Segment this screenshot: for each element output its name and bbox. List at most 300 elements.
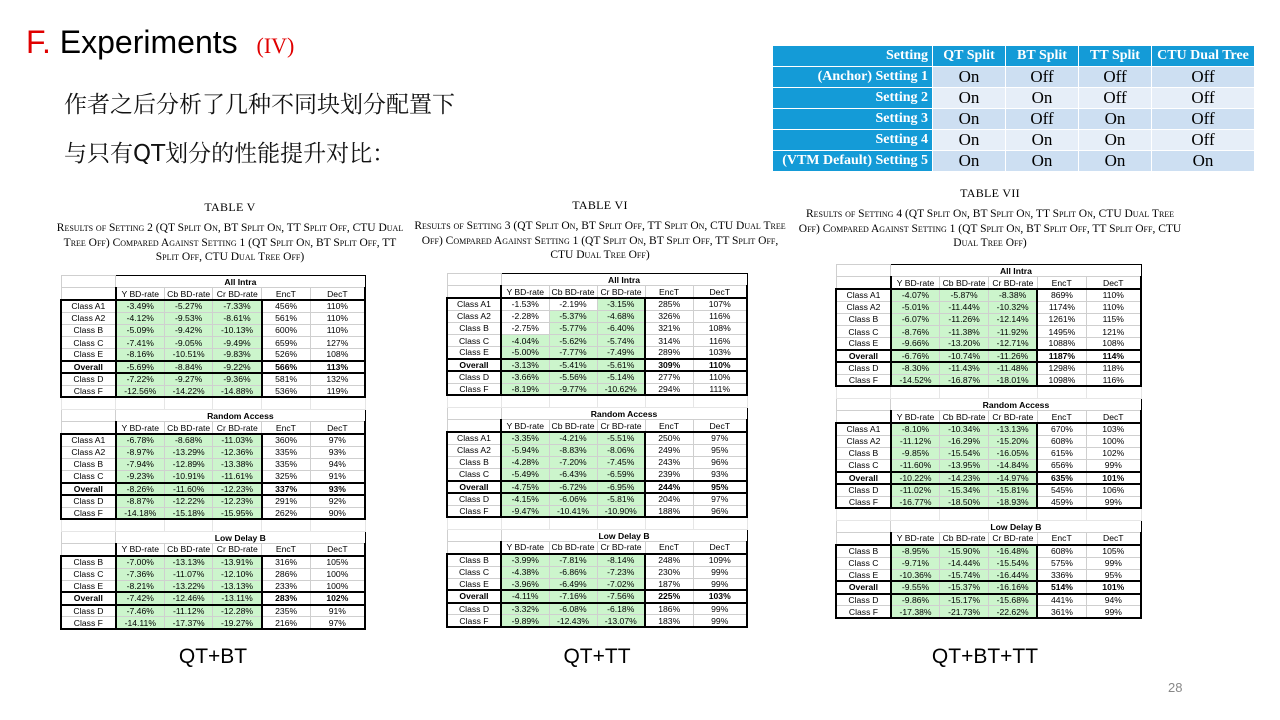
table-row — [836, 594, 1141, 606]
table-cell: -18.93% — [988, 496, 1037, 508]
table-row — [61, 385, 365, 397]
table-cell: 335% — [262, 446, 311, 458]
column-header: Cb BD-rate — [164, 288, 213, 300]
column-header-row — [61, 288, 365, 300]
table-cell: -14.84% — [988, 460, 1037, 472]
setting-value: On — [1079, 151, 1152, 172]
table-cell: 95% — [1086, 569, 1141, 581]
setting-value: On — [1006, 88, 1079, 109]
table-cell: 183% — [645, 615, 693, 627]
table-row — [836, 374, 1141, 386]
table-row — [836, 423, 1141, 435]
table-cell: -9.42% — [164, 324, 213, 336]
row-label: Class F — [836, 496, 891, 508]
table-cell: -11.26% — [988, 350, 1037, 362]
table-cell: 314% — [645, 334, 693, 346]
table-cell: 545% — [1037, 484, 1086, 496]
table-cell: -11.48% — [988, 362, 1037, 374]
table-cell: -5.77% — [549, 322, 597, 334]
table-cell: -5.37% — [549, 310, 597, 322]
table-row — [447, 590, 747, 602]
table-row — [447, 359, 747, 371]
settings-header-cell: TT Split — [1079, 46, 1152, 67]
section-header-row — [836, 265, 1141, 277]
row-label: Class A1 — [61, 434, 116, 446]
table-caption — [55, 200, 405, 265]
table-cell: -13.38% — [213, 458, 262, 470]
table-cell: -7.00% — [116, 556, 165, 568]
table-cell: 608% — [1037, 435, 1086, 447]
setting-value: Off — [1079, 88, 1152, 109]
table-cell: 188% — [645, 505, 693, 517]
table-cell: 1495% — [1037, 325, 1086, 337]
table-caption-text: Results of Setting 3 (QT Split On, BT Split Off, TT Split On, CTU Dual Tree Off) Compared Against Setting 1 (QT Split On, BT Split Off, TT Split Off, CTU Dual Tree Off) — [414, 220, 786, 261]
table-cell: 325% — [262, 471, 311, 483]
table-cell: 360% — [262, 434, 311, 446]
table-row — [447, 469, 747, 481]
table-cell: -6.08% — [549, 603, 597, 615]
table-cell: 361% — [1037, 606, 1086, 618]
table-cell: 96% — [693, 456, 747, 468]
table-cell: 239% — [645, 469, 693, 481]
table-cell: -15.18% — [164, 507, 213, 519]
table-cell: -11.12% — [164, 605, 213, 617]
table-cell: 250% — [645, 432, 693, 444]
table-cell: -5.81% — [597, 493, 645, 505]
table-cell: -19.27% — [213, 617, 262, 629]
table-cell: -17.38% — [891, 606, 940, 618]
column-header: EncT — [262, 544, 311, 556]
row-label: Class C — [447, 566, 501, 578]
spacer-row — [447, 395, 747, 407]
table-cell: -14.52% — [891, 374, 940, 386]
table-cell: -3.35% — [501, 432, 549, 444]
setting-label: Setting 4 — [773, 130, 933, 151]
row-label: Class C — [61, 336, 116, 348]
section-header-row — [61, 276, 365, 288]
table-cell: -8.68% — [164, 434, 213, 446]
table-cell: -8.26% — [116, 483, 165, 495]
setting-value: Off — [1152, 88, 1255, 109]
table-cell: -9.71% — [891, 557, 940, 569]
table-cell: -5.09% — [116, 324, 165, 336]
spacer-row — [836, 386, 1141, 398]
table-cell: -12.14% — [988, 313, 1037, 325]
table-cell: 283% — [262, 592, 311, 604]
table-cell: 335% — [262, 458, 311, 470]
row-label: Class D — [61, 495, 116, 507]
table-cell: 225% — [645, 590, 693, 602]
table-cell: 1174% — [1037, 301, 1086, 313]
table-cell: -5.74% — [597, 334, 645, 346]
section-title: All Intra — [891, 265, 1141, 277]
table-row — [61, 300, 365, 312]
row-label: Class B — [447, 322, 501, 334]
table-cell: -5.56% — [549, 371, 597, 383]
table-cell: -16.48% — [988, 545, 1037, 557]
table-cell: -9.89% — [501, 615, 549, 627]
table-cell: 1088% — [1037, 338, 1086, 350]
table-cell: 99% — [1086, 460, 1141, 472]
column-header: Y BD-rate — [501, 420, 549, 432]
table-cell: 116% — [693, 334, 747, 346]
table-row — [447, 371, 747, 383]
table-row — [447, 322, 747, 334]
table-cell: -16.87% — [940, 374, 989, 386]
row-label: Class A1 — [836, 289, 891, 301]
row-label: Class D — [836, 484, 891, 496]
table-cell: -13.13% — [213, 580, 262, 592]
table-cell: -7.56% — [597, 590, 645, 602]
table-cell: 441% — [1037, 594, 1086, 606]
table-cell: -5.69% — [116, 361, 165, 373]
column-header-row — [447, 542, 747, 554]
row-label: Class C — [447, 469, 501, 481]
table-cell: -11.07% — [164, 568, 213, 580]
row-label: Class E — [61, 349, 116, 361]
table-cell: -11.03% — [213, 434, 262, 446]
table-row — [836, 472, 1141, 484]
table-cell: -7.33% — [213, 300, 262, 312]
table-row — [61, 580, 365, 592]
table-cell: 90% — [310, 507, 365, 519]
table-row — [61, 361, 365, 373]
table-cell: -3.32% — [501, 603, 549, 615]
table-row — [836, 325, 1141, 337]
table-cell: -5.87% — [940, 289, 989, 301]
table-cell: 94% — [1086, 594, 1141, 606]
table-cell: 116% — [1086, 374, 1141, 386]
table-cell: -8.16% — [116, 349, 165, 361]
column-header: Cr BD-rate — [213, 422, 262, 434]
table-cell: 1298% — [1037, 362, 1086, 374]
table-row — [447, 554, 747, 566]
settings-header-cell: Setting — [773, 46, 933, 67]
table-cell: 93% — [693, 469, 747, 481]
table-cell: -6.72% — [549, 481, 597, 493]
row-label: Class A1 — [61, 300, 116, 312]
section-header-row — [447, 274, 747, 286]
section-title: Low Delay B — [501, 529, 747, 541]
row-label: Class E — [447, 578, 501, 590]
table-cell: -10.34% — [940, 423, 989, 435]
row-label: Class D — [836, 362, 891, 374]
column-header: Y BD-rate — [891, 533, 940, 545]
table-cell: 100% — [310, 568, 365, 580]
table-cell: -11.60% — [164, 483, 213, 495]
column-header-row — [836, 411, 1141, 423]
table-cell: 110% — [310, 300, 365, 312]
table-cell: -12.56% — [116, 385, 165, 397]
table-cell: -17.37% — [164, 617, 213, 629]
settings-row — [773, 130, 1255, 151]
spacer-row — [836, 508, 1141, 520]
table-row — [447, 444, 747, 456]
row-label: Class A2 — [61, 446, 116, 458]
column-header: EncT — [262, 288, 311, 300]
table-cell: 869% — [1037, 289, 1086, 301]
table-cell: 286% — [262, 568, 311, 580]
settings-row — [773, 151, 1255, 172]
settings-row — [773, 88, 1255, 109]
table-cell: -8.76% — [891, 325, 940, 337]
table-cell: -9.27% — [164, 373, 213, 385]
section-title: Low Delay B — [116, 531, 365, 543]
column-header-row — [61, 544, 365, 556]
table-caption-text: Results of Setting 4 (QT Split On, BT Split On, TT Split On, CTU Dual Tree Off) Compared Against Setting 1 (QT Split On, BT Split Off, TT Split Off, CTU Dual Tree Off) — [798, 208, 1182, 249]
row-label: Class B — [61, 324, 116, 336]
table-cell: 99% — [693, 603, 747, 615]
table-cell: -6.40% — [597, 322, 645, 334]
row-label: Class C — [836, 557, 891, 569]
table-cell: -10.90% — [597, 505, 645, 517]
table-cell: 336% — [1037, 569, 1086, 581]
table-row — [836, 338, 1141, 350]
table-row — [61, 349, 365, 361]
table-cell: 514% — [1037, 581, 1086, 593]
row-label: Class A2 — [447, 310, 501, 322]
title-suffix: (IV) — [256, 33, 295, 58]
row-label: Class D — [447, 603, 501, 615]
table-cell: -5.61% — [597, 359, 645, 371]
table-cell: 1187% — [1037, 350, 1086, 362]
column-header: Y BD-rate — [891, 411, 940, 423]
table-cell: -6.95% — [597, 481, 645, 493]
column-header: Cr BD-rate — [597, 542, 645, 554]
row-label: Overall — [61, 483, 116, 495]
page-number: 28 — [1168, 680, 1183, 695]
table-row — [61, 471, 365, 483]
table-cell: 95% — [693, 444, 747, 456]
table-cell: 249% — [645, 444, 693, 456]
table-cell: 235% — [262, 605, 311, 617]
subtitle-line-1: 作者之后分析了几种不同块划分配置下 — [64, 92, 455, 118]
table-cell: -15.54% — [940, 447, 989, 459]
table-cell: 115% — [1086, 313, 1141, 325]
table-cell: 108% — [1086, 338, 1141, 350]
table-cell: 103% — [693, 590, 747, 602]
table-row — [447, 456, 747, 468]
table-cell: 113% — [310, 361, 365, 373]
table-cell: 92% — [310, 495, 365, 507]
table-cell: 289% — [645, 347, 693, 359]
spacer-row — [61, 519, 365, 531]
results-table — [835, 264, 1142, 619]
table-cell: 107% — [693, 298, 747, 310]
section-header-row — [447, 408, 747, 420]
table-row — [61, 605, 365, 617]
row-label: Overall — [447, 359, 501, 371]
table-cell: -7.36% — [116, 568, 165, 580]
table-cell: 635% — [1037, 472, 1086, 484]
table-cell: 110% — [1086, 301, 1141, 313]
row-label: Class A1 — [836, 423, 891, 435]
table-cell: -10.51% — [164, 349, 213, 361]
table-cell: -14.11% — [116, 617, 165, 629]
table-cell: -8.83% — [549, 444, 597, 456]
table-cell: -10.13% — [213, 324, 262, 336]
table-cell: -14.22% — [164, 385, 213, 397]
table-cell: -7.94% — [116, 458, 165, 470]
table-cell: -14.97% — [988, 472, 1037, 484]
table-cell: 575% — [1037, 557, 1086, 569]
column-header: Cb BD-rate — [164, 422, 213, 434]
setting-value: Off — [1006, 109, 1079, 130]
table-cell: 97% — [693, 432, 747, 444]
table-cell: -7.16% — [549, 590, 597, 602]
table-cell: -3.49% — [116, 300, 165, 312]
table-cell: 97% — [310, 434, 365, 446]
table-cell: -14.44% — [940, 557, 989, 569]
table-cell: 600% — [262, 324, 311, 336]
row-label: Overall — [447, 590, 501, 602]
settings-header-cell: CTU Dual Tree — [1152, 46, 1255, 67]
table-row — [61, 446, 365, 458]
table-cell: -13.20% — [940, 338, 989, 350]
row-label: Class B — [61, 556, 116, 568]
row-label: Class F — [61, 385, 116, 397]
table-cell: 561% — [262, 312, 311, 324]
table-cell: 102% — [310, 592, 365, 604]
table-cell: -12.23% — [213, 483, 262, 495]
table-cell: -18.50% — [940, 496, 989, 508]
table-cell: 91% — [310, 471, 365, 483]
column-header-row — [447, 420, 747, 432]
column-header: EncT — [1037, 277, 1086, 289]
section-header-row — [447, 529, 747, 541]
table-cell: -12.71% — [988, 338, 1037, 350]
table-cell: -12.43% — [549, 615, 597, 627]
table-cell: -6.43% — [549, 469, 597, 481]
column-header: Y BD-rate — [501, 542, 549, 554]
table-cell: -8.61% — [213, 312, 262, 324]
table-cell: -4.21% — [549, 432, 597, 444]
table-caption — [795, 186, 1185, 251]
table-cell: 230% — [645, 566, 693, 578]
table-cell: 248% — [645, 554, 693, 566]
table-row — [61, 373, 365, 385]
table-cell: -8.10% — [891, 423, 940, 435]
column-header: Cb BD-rate — [940, 411, 989, 423]
table-cell: -9.36% — [213, 373, 262, 385]
table-cell: -12.89% — [164, 458, 213, 470]
setting-value: Off — [1079, 67, 1152, 88]
table-row — [61, 312, 365, 324]
table-cell: -12.23% — [213, 495, 262, 507]
table-cell: -9.05% — [164, 336, 213, 348]
table-cell: -13.29% — [164, 446, 213, 458]
table-row — [836, 313, 1141, 325]
row-label: Class F — [447, 505, 501, 517]
setting-label: (Anchor) Setting 1 — [773, 67, 933, 88]
row-label: Class B — [836, 313, 891, 325]
row-label: Class B — [447, 456, 501, 468]
table-footer-label: QT+BT+TT — [931, 645, 1039, 668]
table-cell: 97% — [693, 493, 747, 505]
table-cell: 243% — [645, 456, 693, 468]
setting-label: (VTM Default) Setting 5 — [773, 151, 933, 172]
table-cell: 96% — [693, 505, 747, 517]
column-header: EncT — [645, 420, 693, 432]
row-label: Class E — [61, 580, 116, 592]
setting-value: On — [1079, 130, 1152, 151]
table-cell: -5.00% — [501, 347, 549, 359]
table-cell: -11.44% — [940, 301, 989, 313]
row-label: Class C — [836, 460, 891, 472]
table-cell: -15.74% — [940, 569, 989, 581]
table-cell: 103% — [693, 347, 747, 359]
setting-value: On — [933, 130, 1006, 151]
column-header: Y BD-rate — [501, 286, 549, 298]
table-cell: -5.41% — [549, 359, 597, 371]
table-cell: -6.59% — [597, 469, 645, 481]
settings-header-row — [773, 46, 1255, 67]
table-cell: -15.81% — [988, 484, 1037, 496]
table-cell: 97% — [310, 617, 365, 629]
table-cell: -7.20% — [549, 456, 597, 468]
table-row — [836, 606, 1141, 618]
spacer-row — [61, 397, 365, 409]
section-title: Low Delay B — [891, 520, 1141, 532]
table-row — [836, 447, 1141, 459]
row-label: Class B — [447, 554, 501, 566]
table-row — [61, 507, 365, 519]
row-label: Class D — [836, 594, 891, 606]
column-header: Cb BD-rate — [549, 420, 597, 432]
table-cell: -7.45% — [597, 456, 645, 468]
row-label: Class F — [836, 374, 891, 386]
table-cell: -5.62% — [549, 334, 597, 346]
table-cell: -4.11% — [501, 590, 549, 602]
table-cell: 456% — [262, 300, 311, 312]
setting-value: Off — [1152, 130, 1255, 151]
column-header: Cr BD-rate — [988, 533, 1037, 545]
table-cell: 114% — [1086, 350, 1141, 362]
column-header-row — [836, 277, 1141, 289]
table-cell: 204% — [645, 493, 693, 505]
table-cell: -16.77% — [891, 496, 940, 508]
settings-table — [772, 45, 1255, 172]
table-caption-text: Results of Setting 2 (QT Split On, BT Split On, TT Split Off, CTU Dual Tree Off) Compared Against Setting 1 (QT Split On, BT Split Off, TT Split Off, CTU Dual Tree Off) — [56, 222, 404, 263]
section-title: All Intra — [116, 276, 365, 288]
table-cell: -8.21% — [116, 580, 165, 592]
setting-label: Setting 2 — [773, 88, 933, 109]
table-cell: -11.02% — [891, 484, 940, 496]
section-title: Random Access — [501, 408, 747, 420]
table-cell: 656% — [1037, 460, 1086, 472]
table-row — [61, 556, 365, 568]
row-label: Overall — [836, 350, 891, 362]
table-cell: 118% — [1086, 362, 1141, 374]
table-cell: 102% — [1086, 447, 1141, 459]
row-label: Class E — [836, 338, 891, 350]
table-row — [447, 505, 747, 517]
table-cell: -7.46% — [116, 605, 165, 617]
column-header: EncT — [1037, 411, 1086, 423]
column-header: EncT — [645, 542, 693, 554]
section-title: All Intra — [501, 274, 747, 286]
column-header: Cr BD-rate — [988, 411, 1037, 423]
table-cell: -9.53% — [164, 312, 213, 324]
table-cell: 101% — [1086, 472, 1141, 484]
column-header-row — [61, 422, 365, 434]
table-cell: 99% — [693, 578, 747, 590]
column-header: Y BD-rate — [116, 422, 165, 434]
row-label: Class B — [836, 545, 891, 557]
table-cell: -15.68% — [988, 594, 1037, 606]
row-label: Class C — [61, 471, 116, 483]
table-cell: -10.32% — [988, 301, 1037, 313]
